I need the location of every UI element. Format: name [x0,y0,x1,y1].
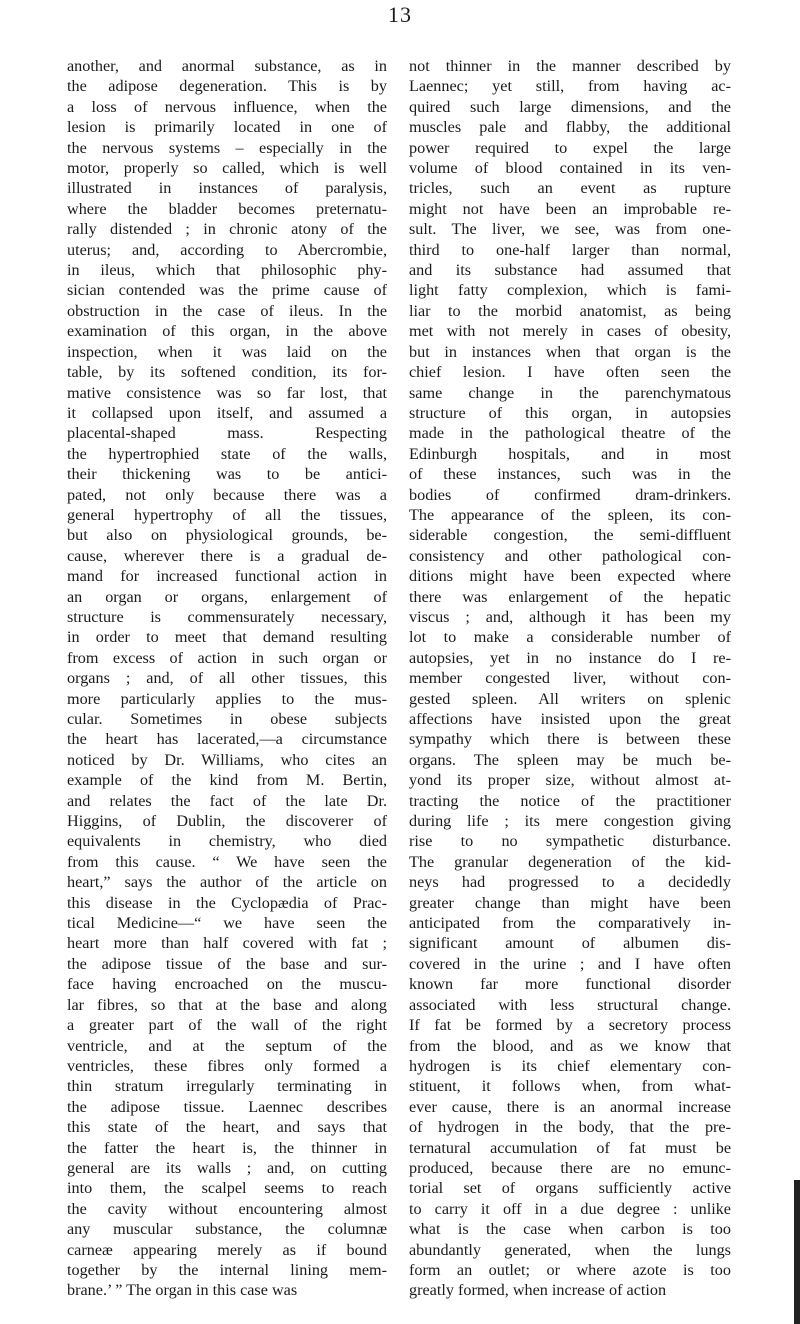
text-line: volume of blood contained in its ven- [409,159,731,178]
text-line: met with not merely in cases of obesity, [409,322,731,341]
page-edge-shadow [794,1180,800,1324]
text-line: heart,” says the author of the article on [67,873,387,892]
text-line: hydrogen is its chief elementary con- [409,1056,731,1075]
text-line: motor, properly so called, which is well [67,159,387,178]
text-line: Higgins, of Dublin, the discoverer of [67,812,387,831]
text-line: might not have been an improbable re- [409,199,731,218]
text-line: obstruction in the case of ileus. In the [67,301,387,320]
text-line: of hydrogen in the body, that the pre- [409,1118,731,1137]
text-line: this disease in the Cyclopædia of Prac- [67,893,387,912]
text-line: table, by its softened condition, its for- [67,363,387,382]
text-line: it collapsed upon itself, and assumed a [67,403,387,422]
text-line: abundantly generated, when the lungs [409,1240,731,1259]
text-line: uterus; and, according to Abercrombie, [67,240,387,259]
text-line: rise to no sympathetic disturbance. [409,832,731,851]
text-line: ternatural accumulation of fat must be [409,1138,731,1157]
text-line: quired such large dimensions, and the [409,97,731,116]
text-line: another, and anormal substance, as in [67,57,387,75]
text-line: example of the kind from M. Bertin, [67,771,387,790]
text-line: member congested liver, without con- [409,669,731,688]
text-line: Edinburgh hospitals, and in most [409,444,731,463]
text-line: power required to expel the large [409,138,731,157]
text-line: brane.’ ” The organ in this case was [67,1281,298,1300]
text-line: organs ; and, of all other tissues, this [67,669,387,688]
text-line: ever cause, there is an anormal increase [409,1097,731,1116]
text-line: an organ or organs, enlargement of [67,587,387,606]
text-line: the adipose degeneration. This is by [67,77,387,96]
text-line: The appearance of the spleen, its con- [409,505,731,524]
text-line: and relates the fact of the late Dr. [67,791,387,810]
text-line: a loss of nervous influence, when the [67,97,387,116]
text-line: greater change than might have been [409,893,731,912]
text-line: The granular degeneration of the kid- [409,852,731,871]
text-line: greatly formed, when increase of action [409,1281,667,1300]
text-line: ventricles, these fibres only formed a [67,1056,387,1075]
text-line: tical Medicine—“ we have seen the [67,914,387,933]
text-line: from excess of action in such organ or [67,648,387,667]
text-line: known far more functional disorder [409,975,731,994]
text-line: in ileus, which that philosophic phy- [67,261,387,280]
text-line: ditions might have been expected where [409,567,731,586]
text-line: rally distended ; in chronic atony of the [67,220,387,239]
text-line: anticipated from the comparatively in- [409,914,731,933]
text-line: liar to the morbid anatomist, as being [409,301,731,320]
text-line: the nervous systems – especially in the [67,138,387,157]
text-line: lar fibres, so that at the base and along [67,995,387,1014]
text-line: face having encroached on the muscu- [67,975,387,994]
text-line: structure is commensurately necessary, [67,607,387,626]
text-line: muscles pale and flabby, the additional [409,118,731,137]
text-line: examination of this organ, in the above [67,322,387,341]
text-line: this state of the heart, and says that [67,1118,387,1137]
text-line: third to one-half larger than normal, [409,240,731,259]
text-line: autopsies, yet in no instance do I re- [409,648,731,667]
text-line: from this cause. “ We have seen the [67,852,387,871]
text-line: general are its walls ; and, on cutting [67,1158,387,1177]
text-line: sult. The liver, we see, was from one- [409,220,731,239]
text-line: what is the case when carbon is too [409,1220,731,1239]
text-line: where the bladder becomes preternatu- [67,199,387,218]
text-line: siderable congestion, the semi-diffluent [409,526,731,545]
right-text-column [409,56,731,1301]
page-number: 13 [388,2,412,27]
text-line: consistency and other pathological con- [409,546,731,565]
text-line: tracting the notice of the practitioner [409,791,731,810]
text-line: viscus ; and, although it has been my [409,607,731,626]
text-line: together by the internal lining mem- [67,1260,387,1279]
text-line: yond its proper size, without almost at- [409,771,731,790]
text-line: the hypertrophied state of the walls, [67,444,387,463]
text-line: structure of this organ, in autopsies [409,403,731,422]
text-line: lot to make a considerable number of [409,628,731,647]
text-line: torial set of organs sufficiently active [409,1179,731,1198]
text-line: lesion is primarily located in one of [67,118,387,137]
text-line: into them, the scalpel seems to reach [67,1179,387,1198]
text-line: noticed by Dr. Williams, who cites an [67,750,387,769]
text-line: organs. The spleen may be much be- [409,750,731,769]
text-line: carneæ appearing merely as if bound [67,1240,387,1259]
text-line: covered in the urine ; and I have often [409,954,731,973]
text-line: significant amount of albumen dis- [409,934,731,953]
left-text-column [67,56,387,1301]
text-line: pated, not only because there was a [67,485,387,504]
text-line: the adipose tissue. Laennec describes [67,1097,387,1116]
text-line: If fat be formed by a secretory process [409,1016,731,1035]
text-line: of these instances, such was in the [409,465,731,484]
text-line: more particularly applies to the mus- [67,689,387,708]
text-line: equivalents in chemistry, who died [67,832,387,851]
text-line: to carry it off in a due degree : unlike [409,1199,731,1218]
text-line: general hypertrophy of all the tissues, [67,505,387,524]
text-line: sician contended was the prime cause of [67,281,387,300]
text-line: ventricle, and at the septum of the [67,1036,387,1055]
text-line: from the blood, and as we know that [409,1036,731,1055]
text-line: the fatter the heart is, the thinner in [67,1138,387,1157]
text-line: made in the pathological theatre of the [409,424,731,443]
text-line: mand for increased functional action in [67,567,387,586]
text-line: heart more than half covered with fat ; [67,934,387,953]
text-line: a greater part of the wall of the right [67,1016,387,1035]
text-line: illustrated in instances of paralysis, [67,179,387,198]
text-line: cause, wherever there is a gradual de- [67,546,387,565]
text-line: the cavity without encountering almost [67,1199,387,1218]
text-line: associated with less structural change. [409,995,731,1014]
text-line: produced, because there are no emunc- [409,1158,731,1177]
text-line: light fatty complexion, which is fami- [409,281,731,300]
text-line: neys had progressed to a decidedly [409,873,731,892]
text-line: the adipose tissue of the base and sur- [67,954,387,973]
text-line: any muscular substance, the columnæ [67,1220,387,1239]
text-line: the heart has lacerated,—a circumstance [67,730,387,749]
text-line: and its substance had assumed that [409,261,731,280]
text-line: but in instances when that organ is the [409,342,731,361]
text-line: gested spleen. All writers on splenic [409,689,731,708]
text-line: their thickening was to be antici- [67,465,387,484]
text-line: same change in the parenchymatous [409,383,731,402]
text-line: affections have insisted upon the great [409,710,731,728]
text-line: Laennec; yet still, from having ac- [409,77,731,96]
text-line: cular. Sometimes in obese subjects [67,710,387,728]
text-line: in order to meet that demand resulting [67,628,387,647]
text-line: thin stratum irregularly terminating in [67,1077,387,1096]
text-line: not thinner in the manner described by [409,57,731,75]
text-line: placental-shaped mass. Respecting [67,424,387,443]
text-line: bodies of confirmed dram-drinkers. [409,485,731,504]
text-line: mative consistence was so far lost, that [67,383,387,402]
text-line: chief lesion. I have often seen the [409,363,731,382]
text-line: there was enlargement of the hepatic [409,587,731,606]
text-line: but also on physiological grounds, be- [67,526,387,545]
text-line: form an outlet; or where azote is too [409,1260,731,1279]
text-line: during life ; its mere congestion giving [409,812,731,831]
text-line: sympathy which there is between these [409,730,731,749]
text-line: stituent, it follows when, from what- [409,1077,731,1096]
text-line: tricles, such an event as rupture [409,179,731,198]
text-line: inspection, when it was laid on the [67,342,387,361]
